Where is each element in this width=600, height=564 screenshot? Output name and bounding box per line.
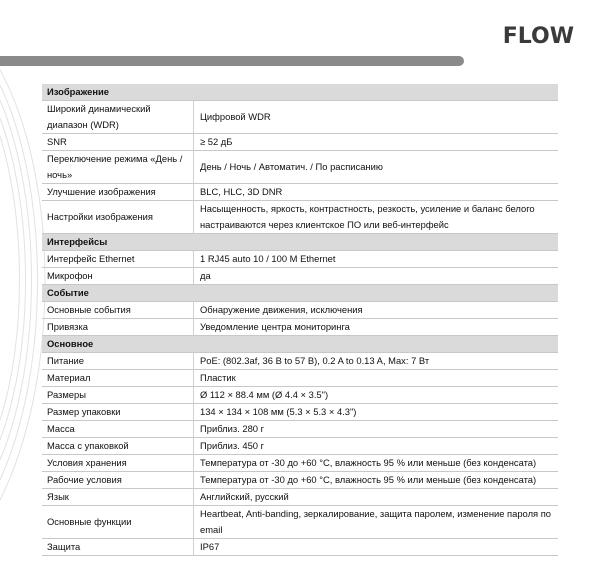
table-row — [42, 184, 558, 201]
row-value: Цифровой WDR — [194, 101, 559, 134]
row-label: Основные события — [42, 302, 194, 319]
section-header — [42, 336, 558, 353]
row-label: SNR — [42, 134, 194, 151]
row-value: PoE: (802.3af, 36 В to 57 В), 0.2 A to 0.13 A, Max: 7 Вт — [194, 353, 559, 370]
row-value: Обнаружение движения, исключения — [194, 302, 559, 319]
row-label: Масса с упаковкой — [42, 438, 194, 455]
row-value: День / Ночь / Автоматич. / По расписанию — [194, 151, 559, 184]
table-row — [42, 151, 558, 184]
row-value: Уведомление центра мониторинга — [194, 319, 559, 336]
row-value: Приблиз. 280 г — [194, 421, 559, 438]
table-row — [42, 438, 558, 455]
row-label: Переключение режима «День / ночь» — [42, 151, 194, 184]
row-label: Размеры — [42, 387, 194, 404]
table-row — [42, 370, 558, 387]
row-value: да — [194, 268, 559, 285]
row-value: Английский, русский — [194, 489, 559, 506]
row-value: 134 × 134 × 108 мм (5.3 × 5.3 × 4.3") — [194, 404, 559, 421]
row-label: Привязка — [42, 319, 194, 336]
table-row — [42, 489, 558, 506]
section-header — [42, 234, 558, 251]
table-row — [42, 319, 558, 336]
table-row — [42, 421, 558, 438]
table-row — [42, 251, 558, 268]
table-row — [42, 506, 558, 539]
row-label: Интерфейс Ethernet — [42, 251, 194, 268]
table-row — [42, 472, 558, 489]
row-value: Температура от -30 до +60 °C, влажность 95 % или меньше (без конденсата) — [194, 455, 559, 472]
row-label: Материал — [42, 370, 194, 387]
table-row — [42, 134, 558, 151]
row-value: Температура от -30 до +60 °C, влажность 95 % или меньше (без конденсата) — [194, 472, 559, 489]
section-header — [42, 84, 558, 101]
section-title: Интерфейсы — [42, 234, 558, 251]
table-row — [42, 455, 558, 472]
table-row — [42, 404, 558, 421]
spec-table — [42, 84, 558, 556]
row-value: Ø 112 × 88.4 мм (Ø 4.4 × 3.5") — [194, 387, 559, 404]
section-title: Изображение — [42, 84, 558, 101]
row-label: Улучшение изображения — [42, 184, 194, 201]
row-value: Приблиз. 450 г — [194, 438, 559, 455]
row-value: BLC, HLC, 3D DNR — [194, 184, 559, 201]
header-bar — [0, 56, 464, 66]
table-row — [42, 201, 558, 234]
row-label: Микрофон — [42, 268, 194, 285]
row-label: Язык — [42, 489, 194, 506]
row-label: Основные функции — [42, 506, 194, 539]
table-row — [42, 101, 558, 134]
row-label: Условия хранения — [42, 455, 194, 472]
row-value: ≥ 52 дБ — [194, 134, 559, 151]
table-row — [42, 353, 558, 370]
row-label: Питание — [42, 353, 194, 370]
section-title: Событие — [42, 285, 558, 302]
row-value: 1 RJ45 auto 10 / 100 M Ethernet — [194, 251, 559, 268]
table-row — [42, 539, 558, 556]
section-title: Основное — [42, 336, 558, 353]
row-label: Настройки изображения — [42, 201, 194, 234]
row-value: Heartbeat, Anti-banding, зеркалирование, защита паролем, изменение пароля по email — [194, 506, 559, 539]
section-header — [42, 285, 558, 302]
table-row — [42, 387, 558, 404]
row-label: Широкий динамический диапазон (WDR) — [42, 101, 194, 134]
row-label: Размер упаковки — [42, 404, 194, 421]
row-value: Насыщенность, яркость, контрастность, резкость, усиление и баланс белого настраиваются через клиентское ПО или веб-интерфейс — [194, 201, 559, 234]
table-row — [42, 268, 558, 285]
row-label: Масса — [42, 421, 194, 438]
row-value: IP67 — [194, 539, 559, 556]
table-row — [42, 302, 558, 319]
row-label: Рабочие условия — [42, 472, 194, 489]
row-label: Защита — [42, 539, 194, 556]
row-value: Пластик — [194, 370, 559, 387]
brand-logo: FLOW — [502, 24, 574, 49]
